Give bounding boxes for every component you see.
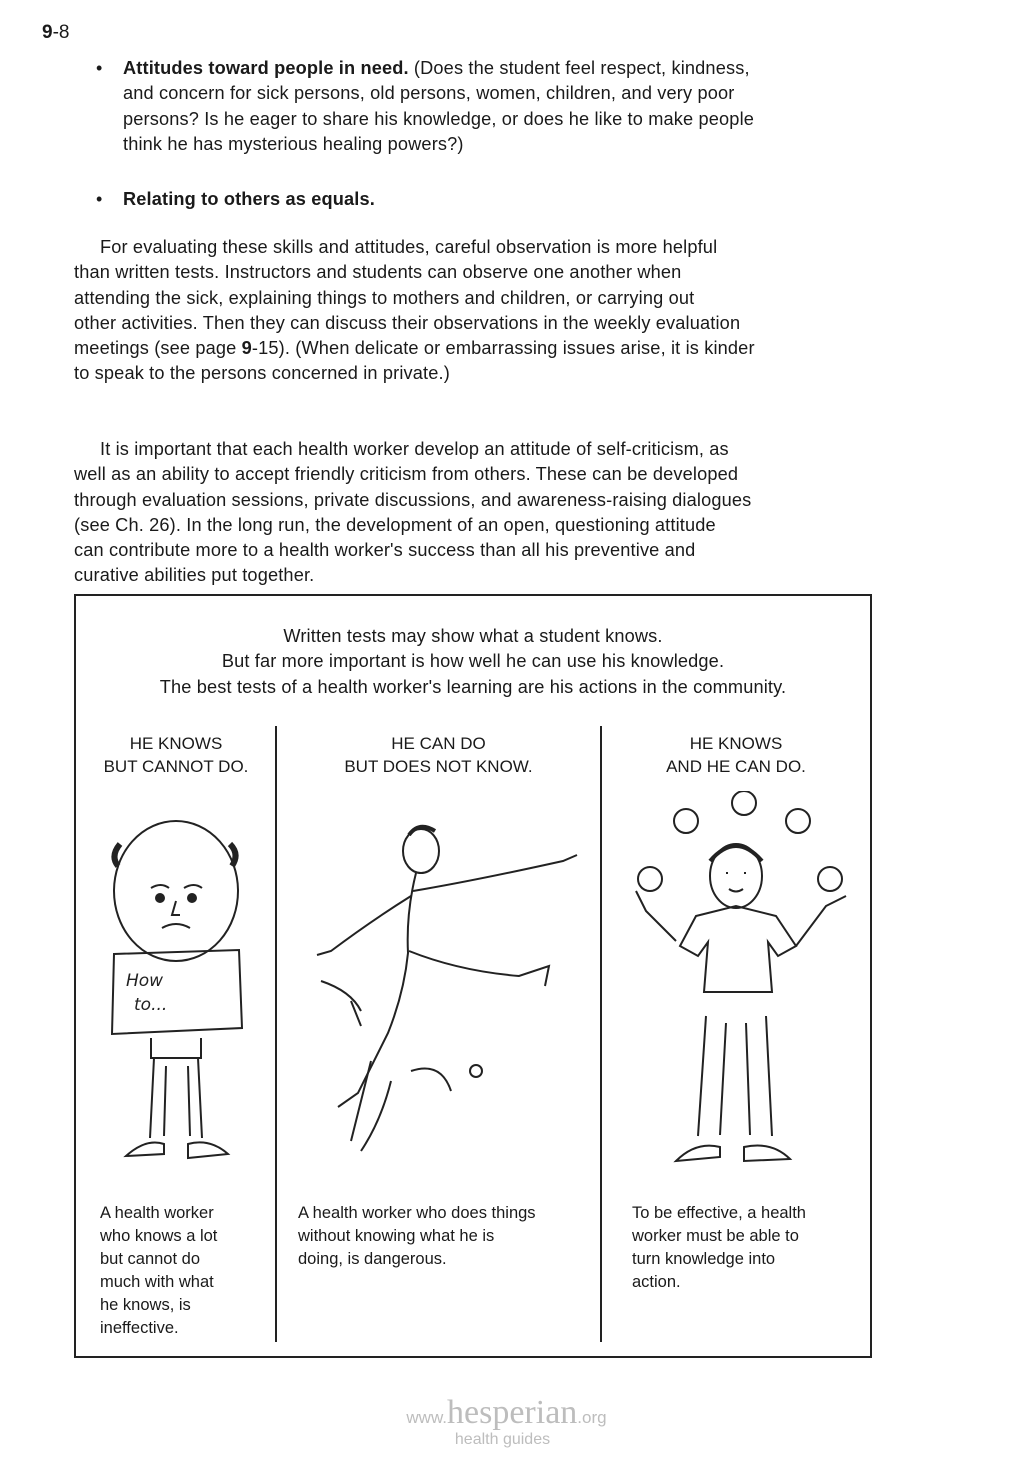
svg-text:to...: to... — [134, 995, 168, 1015]
box-intro: Written tests may show what a student knows. But far more important is how well he can use his knowledge. The best tests of a health worker's learning are his actions in the community. — [159, 626, 787, 697]
paragraph-self-criticism: It is important that each health worker develop an attitude of self-criticism, as well as an ability to accept friendly criticism from others. These can be developed through evaluation sessions, private discussions, and awareness-raising dialogues (see Ch. 26). In the long run, the development of an open, questioning attitude can contribute more to a health worker's success than all his preventive and curative abilities put together. — [74, 439, 752, 586]
column-divider — [275, 726, 277, 1342]
paragraph-evaluation: For evaluating these skills and attitudes, careful observation is more helpful than written tests. Instructors and students can observe one another when attending the sick, explaining things to mothers and children, or carrying out other activities. Then they can discuss their observations in the weekly evaluation meetings (see page 9-15). (When delicate or embarrassing issues arise, it is kinder to speak to the persons concerned in private.) — [74, 237, 755, 384]
bald-man-holding-sign-illustration — [96, 806, 256, 1176]
column-caption: To be effective, a health worker must be able to turn knowledge into action. — [632, 1204, 806, 1291]
column-heading: HE KNOWS BUT CANNOT DO. — [103, 734, 249, 776]
bullet-icon: • — [96, 58, 103, 78]
bullet-icon: • — [96, 189, 103, 209]
hesperian-footer-logo: www.hesperian.org health guides — [406, 1394, 607, 1448]
page-number: 9-8 — [42, 22, 70, 43]
illustration-box — [74, 594, 872, 1358]
column-heading: HE KNOWS AND HE CAN DO. — [666, 734, 806, 776]
leaping-man-illustration — [291, 821, 591, 1166]
svg-text:How: How — [126, 971, 164, 991]
column-divider — [600, 726, 602, 1342]
column-heading: HE CAN DO BUT DOES NOT KNOW. — [344, 734, 533, 776]
column-caption: A health worker who does things without knowing what he is doing, is dangerous. — [298, 1204, 536, 1268]
juggling-man-illustration — [626, 791, 856, 1176]
column-caption: A health worker who knows a lot but cannot do much with what he knows, is ineffective. — [100, 1204, 218, 1337]
